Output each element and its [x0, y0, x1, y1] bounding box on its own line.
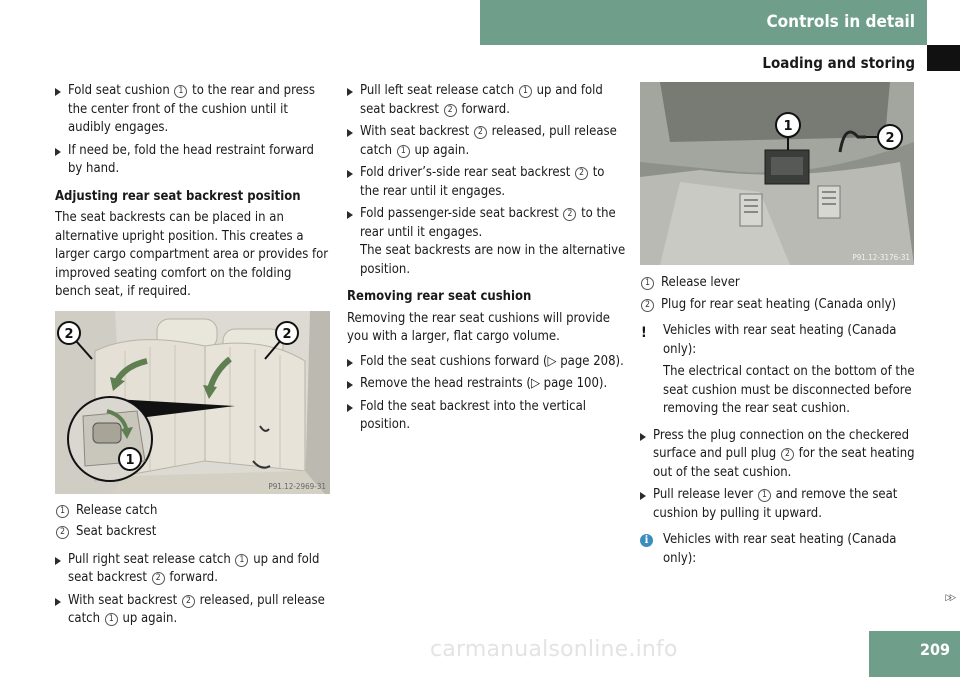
release-lever-illustration — [640, 82, 914, 265]
steps-left-backrest — [347, 82, 627, 279]
callout-number: 1 — [758, 489, 771, 502]
callout-2-left: 2 — [64, 326, 74, 342]
legend-text: Release lever — [661, 275, 740, 290]
step-text: ▷ — [547, 353, 557, 369]
section-header — [480, 0, 927, 45]
instruction-step — [640, 486, 916, 523]
instruction-step — [347, 82, 627, 119]
steps-remove-cushion — [347, 353, 627, 435]
step-arrow-icon — [640, 433, 646, 441]
paragraph-backrest-intro: The seat backrests can be placed in an alternative upright position. This creates a larger cargo compartment area or provides for improved seating comfort on the folding bench seat, if required. — [55, 210, 329, 299]
step-text: to the rear and press the center front of the cushion until it audibly engages. — [68, 83, 315, 135]
warning-text: The electrical contact on the bottom of the seat cushion must be disconnected before removing the rear seat cushion. — [663, 364, 915, 416]
step-arrow-icon — [347, 129, 353, 137]
heading-remove-cushion: Removing rear seat cushion — [347, 289, 532, 304]
info-note — [640, 531, 916, 568]
heading-adjust-backrest: Adjusting rear seat backrest position — [55, 188, 301, 204]
step-text: Fold the seat cushions forward ( — [360, 353, 548, 369]
instruction-step — [55, 592, 330, 629]
step-text: Fold the seat backrest into the vertical position. — [360, 398, 587, 432]
instruction-step — [347, 353, 627, 372]
column-2 — [347, 82, 627, 439]
callout-number: 1 — [397, 145, 410, 158]
legend-item — [55, 502, 330, 521]
step-text: With seat backrest — [68, 592, 181, 608]
step-result-text: The seat backrests are now in the alternative position. — [360, 243, 626, 277]
step-text: up and fold seat backrest — [68, 551, 320, 585]
figure-rear-seat-backrest — [55, 311, 330, 494]
steps-unplug-and-remove — [640, 427, 916, 524]
warning-note — [640, 322, 916, 419]
callout-number: 1 — [56, 505, 69, 518]
step-text: Pull release lever — [653, 487, 757, 502]
step-arrow-icon — [347, 404, 353, 412]
legend-list — [640, 274, 916, 314]
instruction-step — [640, 427, 916, 483]
step-text: forward. — [165, 570, 218, 585]
instruction-step — [347, 164, 627, 201]
info-text: Vehicles with rear seat heating (Canada only): — [663, 532, 897, 566]
callout-number: 2 — [641, 299, 654, 312]
legend-text: Release catch — [76, 502, 158, 518]
callout-number: 2 — [575, 167, 588, 180]
steps-right-backrest — [55, 551, 330, 629]
paragraph-remove-intro: Removing the rear seat cushions will provide you with a larger, flat cargo volume. — [347, 310, 610, 344]
step-arrow-icon — [55, 88, 61, 96]
column-1 — [55, 82, 330, 633]
step-text: released, pull release catch — [68, 592, 325, 626]
step-text: up and fold seat backrest — [360, 83, 603, 117]
callout-number: 2 — [444, 104, 457, 117]
instruction-step — [347, 398, 627, 435]
footer-watermark: carmanualsonline.info — [430, 637, 678, 662]
section-tab-marker — [927, 45, 960, 71]
callout-number: 1 — [105, 613, 118, 626]
legend-text: Plug for rear seat heating (Canada only) — [661, 296, 897, 312]
legend-item — [640, 274, 916, 293]
step-text: released, pull release catch — [360, 124, 617, 158]
callout-1: 1 — [783, 119, 793, 134]
callout-number: 1 — [519, 85, 532, 98]
step-text: Press the plug connection on the checkered surface and pull plug — [653, 427, 910, 461]
callout-number: 1 — [641, 277, 654, 290]
callout-number: 2 — [56, 526, 69, 539]
legend-text: Seat backrest — [76, 524, 157, 539]
callout-2-right: 2 — [282, 326, 292, 342]
step-text: ▷ — [530, 376, 540, 391]
step-text: page 208). — [556, 353, 624, 369]
step-text: Pull right seat release catch — [68, 551, 235, 567]
instruction-step — [347, 123, 627, 160]
step-arrow-icon — [347, 381, 353, 389]
callout-2: 2 — [885, 131, 895, 146]
callout-number: 2 — [781, 448, 794, 461]
callout-1: 1 — [125, 452, 135, 468]
steps-fold-cushion — [55, 82, 330, 179]
step-arrow-icon — [347, 88, 353, 96]
step-text: Fold seat cushion — [68, 83, 174, 98]
callout-number: 2 — [563, 208, 576, 221]
step-arrow-icon — [55, 148, 61, 156]
step-text: page 100). — [539, 376, 608, 391]
instruction-step — [55, 551, 330, 588]
step-text: and remove the seat cushion by pulling it upward. — [653, 487, 898, 521]
legend-list — [55, 502, 330, 542]
step-arrow-icon — [347, 211, 353, 219]
step-arrow-icon — [347, 359, 353, 367]
column-3 — [640, 82, 916, 568]
page-number: 209 — [869, 631, 960, 677]
figure-code: P91.12-3176-31 — [852, 253, 910, 262]
step-text: for the seat heating out of the seat cushion. — [653, 446, 915, 480]
step-text: forward. — [457, 101, 510, 117]
warning-title: Vehicles with rear seat heating (Canada only): — [663, 323, 897, 357]
instruction-step — [347, 375, 627, 394]
step-text: Pull left seat release catch — [360, 83, 518, 98]
info-icon: i — [640, 534, 653, 547]
step-text: Fold driver’s-side rear seat backrest — [360, 165, 574, 180]
callout-number: 1 — [235, 554, 248, 567]
step-text: Fold passenger-side seat backrest — [360, 206, 563, 221]
step-text: If need be, fold the head restraint forward by hand. — [68, 142, 314, 176]
callout-number: 2 — [182, 595, 195, 608]
step-arrow-icon — [55, 598, 61, 606]
legend-item — [640, 296, 916, 315]
legend-item — [55, 523, 330, 542]
instruction-step — [55, 142, 330, 179]
callout-number: 2 — [474, 126, 487, 139]
step-text: up again. — [118, 611, 178, 626]
step-arrow-icon — [347, 170, 353, 178]
step-arrow-icon — [55, 557, 61, 565]
callout-number: 1 — [174, 85, 187, 98]
step-text: to the rear until it engages. — [360, 206, 616, 240]
instruction-step — [55, 82, 330, 138]
subsection-title: Loading and storing — [762, 54, 915, 72]
continue-arrows-icon: ▷▷ — [945, 593, 954, 603]
step-text: up again. — [410, 142, 470, 158]
step-text: Remove the head restraints ( — [360, 376, 531, 391]
step-text: With seat backrest — [360, 124, 473, 139]
instruction-step — [347, 205, 627, 279]
figure-release-lever — [640, 82, 914, 265]
rear-seat-illustration — [55, 311, 330, 494]
step-arrow-icon — [640, 492, 646, 500]
section-title: Controls in detail — [766, 12, 915, 32]
callout-number: 2 — [152, 572, 165, 585]
figure-code: P91.12-2969-31 — [268, 481, 326, 491]
step-text: to the rear until it engages. — [360, 165, 605, 199]
warning-icon: ! — [641, 325, 647, 341]
